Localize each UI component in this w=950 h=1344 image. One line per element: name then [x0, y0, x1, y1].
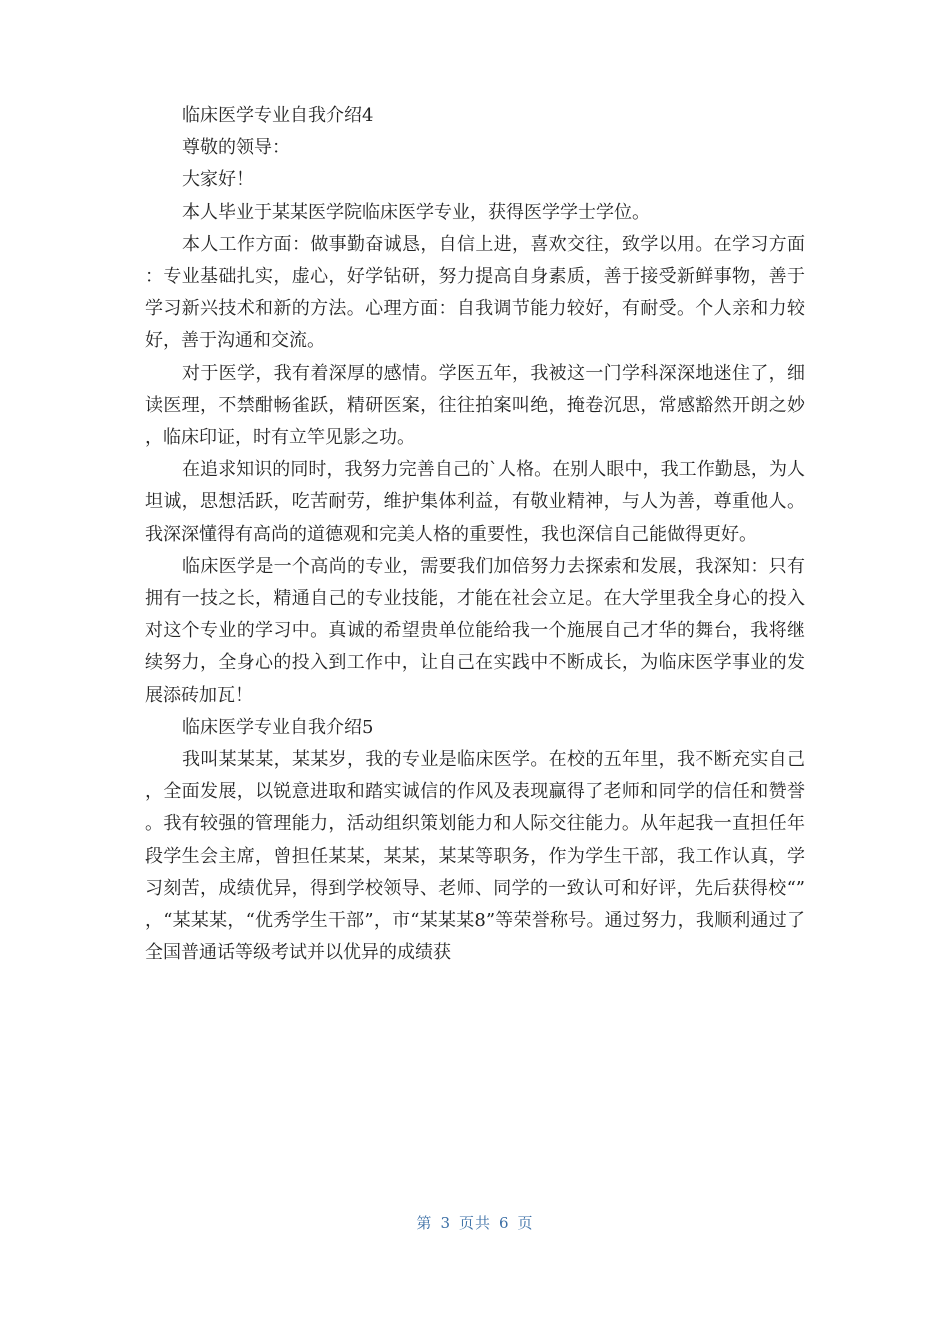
salutation: 尊敬的领导：	[182, 137, 290, 159]
section-heading: 临床医学专业自我介绍4	[182, 105, 374, 126]
total-pages-number: 6	[499, 1214, 510, 1232]
page-label-suffix: 页	[517, 1214, 534, 1232]
page-label-mid: 页共	[458, 1214, 491, 1232]
body-paragraph: 我叫某某某，某某岁，我的专业是临床医学。在校的五年里，我不断充实自己，全面发展，以锐意进取和踏实诚信的作风及表现赢得了老师和同学的信任和赞誉。我有较强的管理能力，活动组织策划能力和人际交往能力。从年起我一直担任年段学生会主席，曾担任某某，某某，某某等职务，作为学生干部，我工作认真，学习刻苦，成绩优异，得到学校领导、老师、同学的一致认可和好评，先后获得校“”，“某某某，“优秀学生干部”，市“某某某8”等荣誉称号。通过努力，我顺利通过了全国普通话等级考试并以优异的成绩获	[145, 749, 805, 964]
body-paragraph: 本人毕业于某某医学院临床医学专业，获得医学学士学位。	[182, 201, 650, 223]
page-label-prefix: 第	[416, 1214, 433, 1232]
body-paragraph: 在追求知识的同时，我努力完善自己的`人格。在别人眼中，我工作勤恳，为人坦诚，思想活跃，吃苦耐劳，维护集体利益，有敬业精神，与人为善，尊重他人。我深深懂得有高尚的道德观和完美人格的重要性，我也深信自己能做得更好。	[145, 459, 805, 545]
greeting: 大家好！	[182, 169, 254, 191]
document-body	[145, 100, 805, 969]
current-page-number: 3	[440, 1214, 451, 1232]
body-paragraph: 对于医学，我有着深厚的感情。学医五年，我被这一门学科深深地迷住了，细读医理，不禁酣畅雀跃，精研医案，往往拍案叫绝，掩卷沉思，常感豁然开朗之妙，临床印证，时有立竿见影之功。	[145, 362, 805, 449]
body-paragraph: 本人工作方面：做事勤奋诚恳，自信上进，喜欢交往，致学以用。在学习方面：专业基础扎实，虚心，好学钻研，努力提高自身素质，善于接受新鲜事物，善于学习新兴技术和新的方法。心理方面：自我调节能力较好，有耐受。个人亲和力较好，善于沟通和交流。	[145, 233, 805, 352]
body-paragraph: 临床医学是一个高尚的专业，需要我们加倍努力去探索和发展，我深知：只有拥有一技之长，精通自己的专业技能，才能在社会立足。在大学里我全身心的投入对这个专业的学习中。真诚的希望贵单位能给我一个施展自己才华的舞台，我将继续努力，全身心的投入到工作中，让自己在实践中不断成长，为临床医学事业的发展添砖加瓦！	[145, 555, 805, 706]
page-footer	[0, 1212, 950, 1233]
section-heading: 临床医学专业自我介绍5	[182, 716, 374, 738]
